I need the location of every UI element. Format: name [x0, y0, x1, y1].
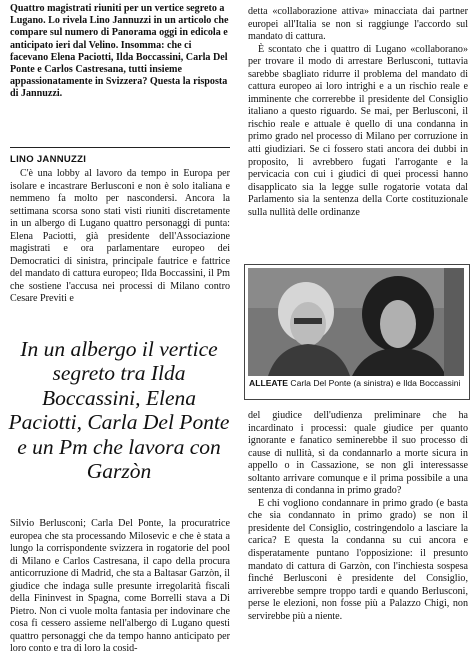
caption-label: ALLEATE	[249, 378, 288, 388]
photo-illustration	[248, 268, 464, 376]
lead-divider	[10, 147, 230, 148]
article-body-left-1: C'è una lobby al lavoro da tempo in Europa per isolare e incastrare Berlusconi e non è solo italiana e nemmeno fa molto per nascondersi. Ancora la settimana scorsa sono stati visti riuniti discretamente in un albergo di Lugano quattro personaggi di punta: Elena Paciotti, già presidente dell'Associazione magistrati e ora parlamentare europeo dei Democratici di sinistra, principale fautrice e fattrice del mandato di cattura europeo; Ilda Boccassini, il Pm che sostiene l'accusa nei processi di Milano contro Cesare Previti e	[10, 168, 230, 305]
article-body-right-1	[248, 6, 468, 219]
article-body-right-2	[248, 410, 468, 623]
photo-box	[244, 264, 470, 400]
photo	[248, 268, 464, 376]
byline: LINO JANNUZZI	[10, 154, 87, 165]
paragraph: detta «collaborazione attiva» minacciata dai partner europei all'Italia se non si raggiunge l'accordo sul mandato di cattura.	[248, 6, 468, 43]
photo-caption	[249, 378, 465, 389]
article-body-left-2: Silvio Berlusconi; Carla Del Ponte, la procuratrice europea che sta processando Milosevic e che è stata a lungo la corrispondente svizzera in rogatorie del pool di Milano e Carlos Castresana, il capo della procura anticorruzione di Madrid, che sta a Baltasar Garzòn, il giudice che indaga sulle presunte irregolarità fiscali della Fininvest in Spagna, come Borrelli stava a Di Pietro. Non ci vuole molta fantasia per indovinare che cosa fi cessero assieme nell'albergo di Lugano questi quattro personaggi che da tempo hanno anticipato per loro conto e tra di loro la cosid-	[10, 518, 230, 655]
left-column	[0, 0, 231, 664]
lead-paragraph: Quattro magistrati riuniti per un vertice segreto a Lugano. Lo rivela Lino Jannuzzi in un articolo che compare sul numero di Panorama oggi in edicola e anticipato ieri dal Velino. Insomma: che ci facevano Elena Paciotti, Ilda Boccassini, Carla Del Ponte e Carlos Castresana, tutti insieme appassionatamente in Svizzera? Questa la risposta di Jannuzzi.	[10, 3, 229, 100]
pull-headline: In un albergo il vertice segreto tra Ilda Boccassini, Elena Paciotti, Carla Del Ponte e un Pm che lavora con Garzòn	[8, 337, 230, 484]
paragraph: È scontato che i quattro di Lugano «collaborano» per trovare il modo di arrestare Berlusconi, tuttavia sarebbe sbagliato ridurre il problema del mandato di cattura europeo ai loro intrighi e a un rischio reale e imminente che correrebbe il presidente del Consiglio italiano a questo riguardo. Se mai, per Berlusconi, il rischio reale e attuale è quello di una condanna in primo grado nel processo di Milano per corruzione in atti giudiziari. Se ci fossero stati ancora dei dubbi in proposito, li avrebbero fugati l'arrogante e la pervicacia con cui i giudici di quei processi hanno disapplicato sia la legge sulle rogatorie votata dal Parlamento sia la sentenza della Corte costituzionale sulla nullità delle ordinanze	[248, 43, 468, 218]
caption-text: Carla Del Ponte (a sinistra) e Ilda Boccassini	[290, 378, 461, 388]
paragraph: del giudice dell'udienza preliminare che ha incardinato i processi: quale giudice per quanto ignorante e fanatico seminerebbe il suo processo di cause di nullità, sì da condannarlo a morte sicura in appello o in Cassazione, se non gli interessasse soltanto arrivare comunque e il prima possibile a una sentenza di condanna in primo grado?	[248, 410, 468, 497]
right-column	[240, 0, 470, 664]
paragraph: E chi vogliono condannare in primo grado (e basta che sia condannato in primo grado) se non il presidente del Consiglio, costringendolo a lasciare la carica? E questa la condanna su cui ancora e disperatamente puntano l'opposizione: il presunto mandato di cattura di Garzòn, con l'inchiesta sospesa finché Berlusconi è presidente del Consiglio, arriverebbe sempre troppo tardi e quando Berlusconi, perse le elezioni, non fosse più a Palazzo Chigi, non servirebbe più a niente.	[248, 497, 468, 622]
